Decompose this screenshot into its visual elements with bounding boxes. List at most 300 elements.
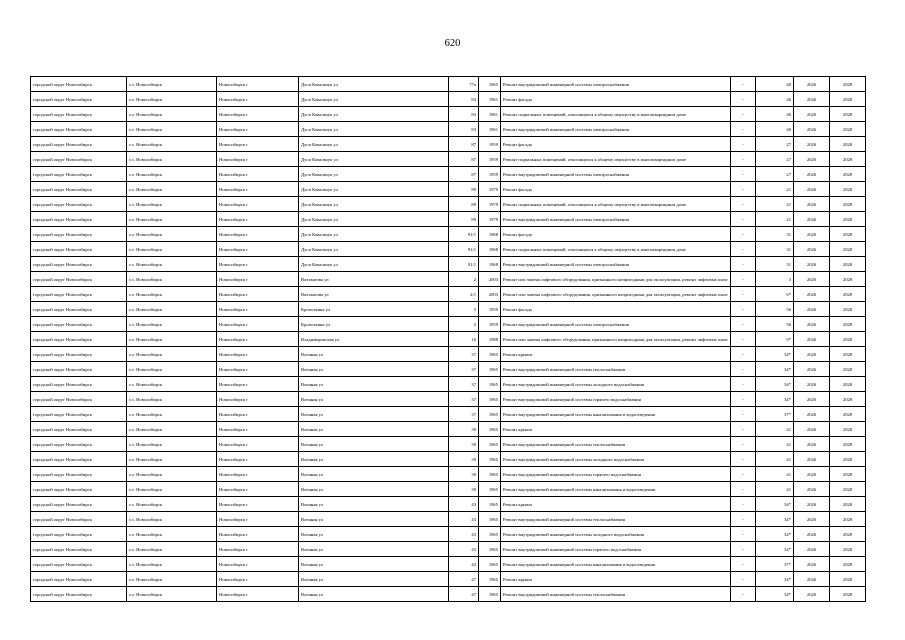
cell-work-type: Ремонт подвальных помещений, относящихся к общему имуществу в многоквартирном доме: [501, 152, 731, 167]
cell-work-type: Ремонт внутридомовой инженерной системы электроснабжения: [501, 77, 731, 92]
cell-year-start: 2026: [794, 182, 830, 197]
cell-year-start: 2026: [794, 152, 830, 167]
cell-street: Дуси Ковальчук ул: [299, 77, 449, 92]
cell-district: г.о. Новосибирск: [127, 452, 217, 467]
cell-house-number: 39: [449, 482, 479, 497]
cell-work-type: Ремонт подвальных помещений, относящихся к общему имуществу в многоквартирном доме: [501, 107, 731, 122]
table-row: [31, 122, 866, 137]
cell-settlement: Новосибирск г: [217, 257, 299, 272]
cell-settlement: Новосибирск г: [217, 122, 299, 137]
cell-build-year: 1961: [479, 122, 501, 137]
cell-build-year: 1965: [479, 587, 501, 602]
cell-work-type: Ремонт крыши: [501, 422, 731, 437]
cell-year-end: 2028: [830, 197, 866, 212]
cell-district: г.о. Новосибирск: [127, 362, 217, 377]
cell-year-end: 2028: [830, 257, 866, 272]
cell-apartments: 34*: [756, 377, 794, 392]
cell-work-type: Ремонт внутридомовой инженерной системы теплоснабжения: [501, 437, 731, 452]
cell-house-number: 39: [449, 467, 479, 482]
cell-house-number: 5: [449, 317, 479, 332]
cell-cost: -: [731, 287, 756, 302]
cell-district: г.о. Новосибирск: [127, 182, 217, 197]
cell-district: г.о. Новосибирск: [127, 317, 217, 332]
cell-settlement: Новосибирск г: [217, 302, 299, 317]
cell-year-start: 2026: [794, 392, 830, 407]
cell-apartments: 27: [756, 152, 794, 167]
cell-house-number: 43: [449, 557, 479, 572]
cell-house-number: 43: [449, 497, 479, 512]
cell-house-number: 83: [449, 92, 479, 107]
cell-build-year: 1959: [479, 317, 501, 332]
cell-street: Военная ул: [299, 422, 449, 437]
cell-year-end: 2028: [830, 182, 866, 197]
page-number: 620: [444, 38, 461, 49]
cell-settlement: Новосибирск г: [217, 317, 299, 332]
cell-work-type: Ремонт крыши: [501, 497, 731, 512]
cell-year-end: 2028: [830, 317, 866, 332]
cell-municipality: городской округ Новосибирск: [31, 302, 127, 317]
cell-year-start: 2026: [794, 542, 830, 557]
cell-apartments: 46: [756, 107, 794, 122]
cell-year-end: 2028: [830, 242, 866, 257]
table-row: [31, 482, 866, 497]
table-row: [31, 557, 866, 572]
cell-settlement: Новосибирск г: [217, 332, 299, 347]
cell-street: Военная ул: [299, 347, 449, 362]
cell-year-end: 2028: [830, 377, 866, 392]
table-row: [31, 257, 866, 272]
cell-work-type: Ремонт внутридомовой инженерной системы холодного водоснабжения: [501, 377, 731, 392]
cell-year-start: 2026: [794, 92, 830, 107]
cell-settlement: Новосибирск г: [217, 272, 299, 287]
cell-municipality: городской округ Новосибирск: [31, 587, 127, 602]
cell-street: Дуси Ковальчук ул: [299, 92, 449, 107]
table-row: [31, 497, 866, 512]
cell-year-start: 2026: [794, 317, 830, 332]
cell-settlement: Новосибирск г: [217, 572, 299, 587]
cell-municipality: городской округ Новосибирск: [31, 182, 127, 197]
cell-build-year: 1965: [479, 452, 501, 467]
cell-street: Дуси Ковальчук ул: [299, 242, 449, 257]
cell-street: Военная ул: [299, 362, 449, 377]
cell-cost: -: [731, 77, 756, 92]
cell-work-type: Ремонт внутридомовой инженерной системы электроснабжения: [501, 167, 731, 182]
table-row: [31, 572, 866, 587]
table-row: [31, 437, 866, 452]
table-row: [31, 212, 866, 227]
cell-district: г.о. Новосибирск: [127, 497, 217, 512]
cell-municipality: городской округ Новосибирск: [31, 527, 127, 542]
cell-municipality: городской округ Новосибирск: [31, 272, 127, 287]
cell-year-end: 2028: [830, 452, 866, 467]
cell-apartments: 34*: [756, 527, 794, 542]
cell-year-end: 2028: [830, 527, 866, 542]
cell-municipality: городской округ Новосибирск: [31, 572, 127, 587]
table-row: [31, 452, 866, 467]
cell-municipality: городской округ Новосибирск: [31, 92, 127, 107]
cell-municipality: городской округ Новосибирск: [31, 467, 127, 482]
cell-settlement: Новосибирск г: [217, 407, 299, 422]
cell-work-type: Ремонт внутридомовой инженерной системы горячего водоснабжения: [501, 542, 731, 557]
repair-schedule-table: [30, 76, 866, 602]
cell-district: г.о. Новосибирск: [127, 512, 217, 527]
cell-build-year: 1965: [479, 482, 501, 497]
cell-settlement: Новосибирск г: [217, 392, 299, 407]
cell-year-end: 2028: [830, 332, 866, 347]
cell-municipality: городской округ Новосибирск: [31, 77, 127, 92]
cell-district: г.о. Новосибирск: [127, 557, 217, 572]
cell-year-end: 2028: [830, 347, 866, 362]
cell-cost: -: [731, 377, 756, 392]
cell-cost: -: [731, 452, 756, 467]
cell-apartments: 34*: [756, 392, 794, 407]
cell-year-end: 2028: [830, 587, 866, 602]
cell-cost: -: [731, 392, 756, 407]
cell-street: Военная ул: [299, 512, 449, 527]
cell-cost: -: [731, 242, 756, 257]
cell-house-number: 89: [449, 212, 479, 227]
table-row: [31, 467, 866, 482]
cell-year-start: 2026: [794, 287, 830, 302]
cell-year-start: 2026: [794, 467, 830, 482]
cell-cost: -: [731, 272, 756, 287]
cell-street: Военная ул: [299, 587, 449, 602]
cell-settlement: Новосибирск г: [217, 182, 299, 197]
cell-year-start: 2026: [794, 512, 830, 527]
cell-district: г.о. Новосибирск: [127, 197, 217, 212]
cell-year-end: 2028: [830, 362, 866, 377]
cell-district: г.о. Новосибирск: [127, 167, 217, 182]
cell-district: г.о. Новосибирск: [127, 152, 217, 167]
cell-cost: -: [731, 512, 756, 527]
cell-year-end: 2028: [830, 497, 866, 512]
cell-district: г.о. Новосибирск: [127, 407, 217, 422]
cell-year-start: 2026: [794, 77, 830, 92]
cell-build-year: 1965: [479, 362, 501, 377]
cell-year-end: 2028: [830, 302, 866, 317]
cell-build-year: 1968: [479, 227, 501, 242]
cell-build-year: 1959: [479, 167, 501, 182]
cell-municipality: городской округ Новосибирск: [31, 512, 127, 527]
cell-district: г.о. Новосибирск: [127, 272, 217, 287]
cell-apartments: 40: [756, 122, 794, 137]
table-row: [31, 107, 866, 122]
cell-cost: -: [731, 542, 756, 557]
cell-house-number: 47: [449, 572, 479, 587]
cell-work-type: Ремонт или замена лифтового оборудования, признанного непригодным для эксплуатации, ремонт лифтовых шахт: [501, 287, 731, 302]
cell-district: г.о. Новосибирск: [127, 242, 217, 257]
cell-street: Дуси Ковальчук ул: [299, 227, 449, 242]
cell-cost: -: [731, 317, 756, 332]
cell-work-type: Ремонт фасада: [501, 137, 731, 152]
cell-district: г.о. Новосибирск: [127, 347, 217, 362]
cell-work-type: Ремонт внутридомовой инженерной системы электроснабжения: [501, 122, 731, 137]
cell-cost: -: [731, 122, 756, 137]
cell-house-number: 2: [449, 272, 479, 287]
cell-house-number: 39: [449, 422, 479, 437]
cell-municipality: городской округ Новосибирск: [31, 152, 127, 167]
cell-year-end: 2028: [830, 407, 866, 422]
cell-apartments: 41: [756, 452, 794, 467]
cell-settlement: Новосибирск г: [217, 77, 299, 92]
cell-municipality: городской округ Новосибирск: [31, 137, 127, 152]
cell-street: Дуси Ковальчук ул: [299, 152, 449, 167]
cell-district: г.о. Новосибирск: [127, 572, 217, 587]
cell-street: Кропоткина ул: [299, 317, 449, 332]
cell-municipality: городской округ Новосибирск: [31, 347, 127, 362]
cell-year-start: 2026: [794, 332, 830, 347]
cell-year-end: 2028: [830, 77, 866, 92]
cell-build-year: 1965: [479, 557, 501, 572]
cell-settlement: Новосибирск г: [217, 197, 299, 212]
cell-house-number: 16: [449, 332, 479, 347]
cell-work-type: Ремонт внутридомовой инженерной системы электроснабжения: [501, 257, 731, 272]
cell-settlement: Новосибирск г: [217, 482, 299, 497]
cell-house-number: 43: [449, 527, 479, 542]
cell-year-start: 2026: [794, 257, 830, 272]
cell-cost: -: [731, 197, 756, 212]
cell-cost: -: [731, 212, 756, 227]
cell-settlement: Новосибирск г: [217, 212, 299, 227]
cell-street: Вахтангова ул: [299, 272, 449, 287]
cell-settlement: Новосибирск г: [217, 347, 299, 362]
cell-year-start: 2026: [794, 107, 830, 122]
cell-municipality: городской округ Новосибирск: [31, 287, 127, 302]
cell-street: Военная ул: [299, 497, 449, 512]
cell-municipality: городской округ Новосибирск: [31, 392, 127, 407]
cell-year-start: 2026: [794, 557, 830, 572]
cell-street: Дуси Ковальчук ул: [299, 257, 449, 272]
cell-work-type: Ремонт или замена лифтового оборудования, признанного непригодным для эксплуатации, ремонт лифтовых шахт: [501, 272, 731, 287]
cell-house-number: 83: [449, 107, 479, 122]
cell-house-number: 5: [449, 302, 479, 317]
cell-street: Дуси Ковальчук ул: [299, 212, 449, 227]
cell-work-type: Ремонт внутридомовой инженерной системы холодного водоснабжения: [501, 452, 731, 467]
cell-apartments: 21: [756, 197, 794, 212]
cell-settlement: Новосибирск г: [217, 287, 299, 302]
cell-year-start: 2026: [794, 362, 830, 377]
cell-street: Дуси Ковальчук ул: [299, 167, 449, 182]
cell-district: г.о. Новосибирск: [127, 542, 217, 557]
cell-cost: -: [731, 482, 756, 497]
cell-settlement: Новосибирск г: [217, 557, 299, 572]
cell-apartments: 41: [756, 482, 794, 497]
cell-apartments: 31: [756, 227, 794, 242]
cell-cost: -: [731, 302, 756, 317]
table-row: [31, 197, 866, 212]
cell-build-year: 1965: [479, 422, 501, 437]
cell-apartments: 37*: [756, 557, 794, 572]
cell-year-end: 2028: [830, 512, 866, 527]
cell-work-type: Ремонт крыши: [501, 572, 731, 587]
cell-street: Военная ул: [299, 452, 449, 467]
cell-work-type: Ремонт внутридомовой инженерной системы канализования и водоотведения: [501, 407, 731, 422]
cell-municipality: городской округ Новосибирск: [31, 167, 127, 182]
cell-street: Дуси Ковальчук ул: [299, 122, 449, 137]
cell-settlement: Новосибирск г: [217, 227, 299, 242]
cell-municipality: городской округ Новосибирск: [31, 212, 127, 227]
table-row: [31, 407, 866, 422]
cell-municipality: городской округ Новосибирск: [31, 257, 127, 272]
table-row: [31, 272, 866, 287]
cell-house-number: 39: [449, 452, 479, 467]
cell-apartments: 34*: [756, 512, 794, 527]
cell-build-year: 1965: [479, 437, 501, 452]
cell-year-end: 2028: [830, 467, 866, 482]
cell-street: Кропоткина ул: [299, 302, 449, 317]
cell-settlement: Новосибирск г: [217, 467, 299, 482]
cell-apartments: 9*: [756, 332, 794, 347]
cell-year-start: 2026: [794, 497, 830, 512]
table-row: [31, 137, 866, 152]
cell-build-year: 1965: [479, 407, 501, 422]
cell-work-type: Ремонт подвальных помещений, относящихся к общему имуществу в многоквартирном доме: [501, 242, 731, 257]
cell-work-type: Ремонт внутридомовой инженерной системы горячего водоснабжения: [501, 392, 731, 407]
cell-settlement: Новосибирск г: [217, 437, 299, 452]
cell-street: Военная ул: [299, 407, 449, 422]
cell-street: Военная ул: [299, 482, 449, 497]
cell-municipality: городской округ Новосибирск: [31, 407, 127, 422]
cell-house-number: 89: [449, 197, 479, 212]
cell-apartments: 34*: [756, 572, 794, 587]
cell-year-start: 2026: [794, 407, 830, 422]
table-row: [31, 377, 866, 392]
cell-year-start: 2026: [794, 527, 830, 542]
cell-district: г.о. Новосибирск: [127, 257, 217, 272]
cell-apartments: 34*: [756, 587, 794, 602]
cell-build-year: 1965: [479, 512, 501, 527]
cell-house-number: 47: [449, 587, 479, 602]
cell-apartments: 56: [756, 317, 794, 332]
cell-street: Военная ул: [299, 437, 449, 452]
cell-house-number: 37: [449, 392, 479, 407]
cell-district: г.о. Новосибирск: [127, 437, 217, 452]
table-row: [31, 287, 866, 302]
cell-house-number: 83: [449, 122, 479, 137]
cell-work-type: Ремонт внутридомовой инженерной системы электроснабжения: [501, 317, 731, 332]
cell-settlement: Новосибирск г: [217, 452, 299, 467]
cell-apartments: 21: [756, 182, 794, 197]
cell-house-number: 87: [449, 152, 479, 167]
cell-apartments: 34*: [756, 497, 794, 512]
cell-year-end: 2028: [830, 572, 866, 587]
cell-year-start: 2026: [794, 137, 830, 152]
cell-build-year: 1965: [479, 572, 501, 587]
cell-year-end: 2028: [830, 227, 866, 242]
table-row: [31, 542, 866, 557]
cell-settlement: Новосибирск г: [217, 512, 299, 527]
cell-apartments: 27: [756, 137, 794, 152]
cell-street: Военная ул: [299, 377, 449, 392]
cell-year-start: 2026: [794, 122, 830, 137]
cell-year-end: 2028: [830, 287, 866, 302]
cell-build-year: 1961: [479, 107, 501, 122]
cell-work-type: Ремонт внутридомовой инженерной системы холодного водоснабжения: [501, 527, 731, 542]
cell-settlement: Новосибирск г: [217, 497, 299, 512]
cell-year-start: 2026: [794, 422, 830, 437]
table-row: [31, 317, 866, 332]
cell-apartments: 3: [756, 272, 794, 287]
cell-cost: -: [731, 362, 756, 377]
cell-house-number: 87: [449, 167, 479, 182]
cell-build-year: 1965: [479, 377, 501, 392]
cell-year-end: 2028: [830, 92, 866, 107]
cell-cost: -: [731, 167, 756, 182]
cell-build-year: 1965: [479, 77, 501, 92]
cell-municipality: городской округ Новосибирск: [31, 362, 127, 377]
cell-build-year: 1979: [479, 197, 501, 212]
cell-work-type: Ремонт внутридомовой инженерной системы канализования и водоотведения: [501, 482, 731, 497]
cell-cost: -: [731, 257, 756, 272]
cell-house-number: 91/1: [449, 242, 479, 257]
cell-municipality: городской округ Новосибирск: [31, 452, 127, 467]
cell-year-start: 2026: [794, 347, 830, 362]
cell-street: Военная ул: [299, 392, 449, 407]
cell-year-start: 2026: [794, 197, 830, 212]
cell-build-year: 1968: [479, 242, 501, 257]
cell-municipality: городской округ Новосибирск: [31, 542, 127, 557]
cell-house-number: 89: [449, 182, 479, 197]
table-row: [31, 77, 866, 92]
cell-house-number: 43: [449, 512, 479, 527]
cell-district: г.о. Новосибирск: [127, 92, 217, 107]
cell-work-type: Ремонт крыши: [501, 347, 731, 362]
cell-year-end: 2028: [830, 107, 866, 122]
cell-apartments: 56: [756, 302, 794, 317]
cell-year-start: 2026: [794, 167, 830, 182]
cell-year-end: 2028: [830, 437, 866, 452]
cell-apartments: 27: [756, 167, 794, 182]
cell-house-number: 43: [449, 542, 479, 557]
cell-cost: -: [731, 557, 756, 572]
table-row: [31, 152, 866, 167]
cell-year-start: 2026: [794, 212, 830, 227]
cell-apartments: 37*: [756, 407, 794, 422]
cell-district: г.о. Новосибирск: [127, 482, 217, 497]
cell-year-end: 2028: [830, 482, 866, 497]
cell-municipality: городской округ Новосибирск: [31, 107, 127, 122]
cell-year-start: 2026: [794, 242, 830, 257]
cell-municipality: городской округ Новосибирск: [31, 497, 127, 512]
cell-street: Военная ул: [299, 527, 449, 542]
cell-build-year: 1961: [479, 92, 501, 107]
cell-district: г.о. Новосибирск: [127, 302, 217, 317]
cell-apartments: 21: [756, 212, 794, 227]
cell-settlement: Новосибирск г: [217, 377, 299, 392]
cell-work-type: Ремонт внутридомовой инженерной системы горячего водоснабжения: [501, 467, 731, 482]
cell-district: г.о. Новосибирск: [127, 527, 217, 542]
cell-build-year: 1965: [479, 392, 501, 407]
cell-build-year: 1965: [479, 542, 501, 557]
cell-cost: -: [731, 182, 756, 197]
cell-district: г.о. Новосибирск: [127, 332, 217, 347]
cell-house-number: 37: [449, 407, 479, 422]
cell-year-end: 2028: [830, 137, 866, 152]
cell-district: г.о. Новосибирск: [127, 377, 217, 392]
table-row: [31, 512, 866, 527]
cell-year-end: 2028: [830, 152, 866, 167]
cell-settlement: Новосибирск г: [217, 587, 299, 602]
cell-apartments: 6*: [756, 287, 794, 302]
cell-work-type: Ремонт внутридомовой инженерной системы канализования и водоотведения: [501, 557, 731, 572]
cell-cost: -: [731, 587, 756, 602]
cell-cost: -: [731, 152, 756, 167]
cell-cost: -: [731, 347, 756, 362]
cell-build-year: 1959: [479, 152, 501, 167]
cell-street: Вахтангова ул: [299, 287, 449, 302]
cell-cost: -: [731, 137, 756, 152]
cell-municipality: городской округ Новосибирск: [31, 422, 127, 437]
